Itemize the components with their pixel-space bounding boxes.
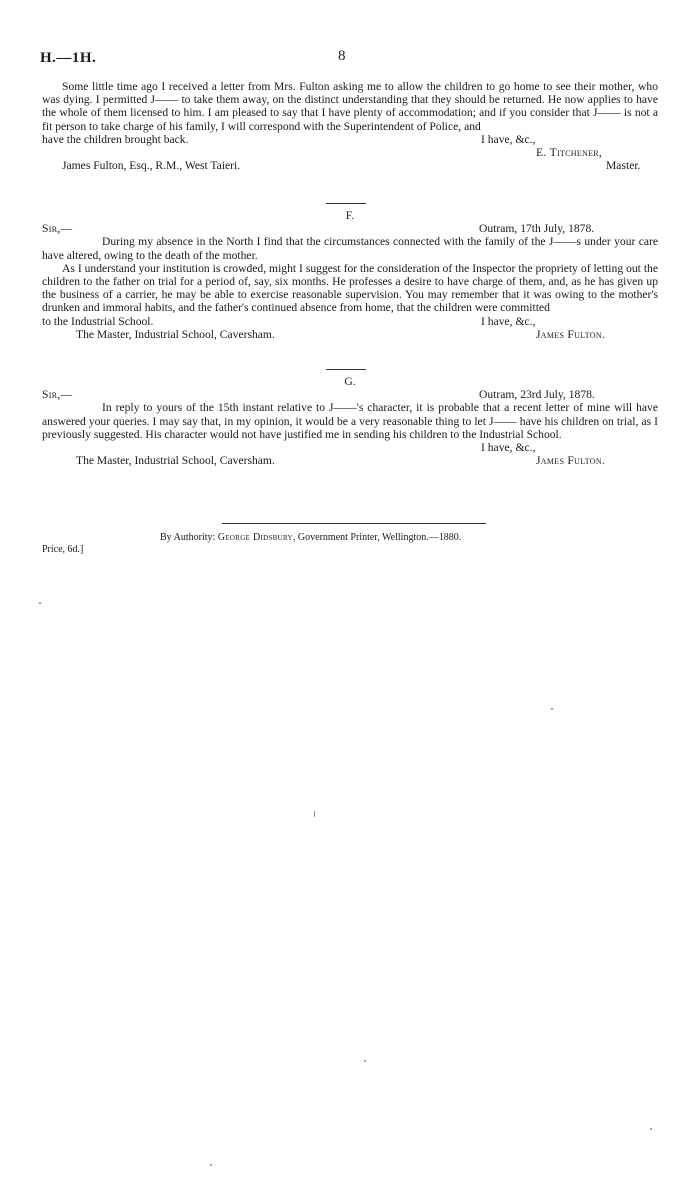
letter-e-last-row bbox=[42, 133, 658, 146]
price-label: Price, 6d.] bbox=[42, 544, 84, 555]
letter-g bbox=[42, 375, 658, 467]
letter-e-paragraph: Some little time ago I received a letter from Mrs. Fulton asking me to allow the children to go home to see their mother, who was dying. I permitted J—— to take them away, on the distinct understanding that they should be returned. He now applies to have the whole of them licensed to him. I am pleased to say that I have plenty of accommodation; and if you consider that J—— is not a fit person to take charge of his family, I will correspond with the Superintendent of Police, and bbox=[42, 80, 658, 133]
letter-g-signature-row bbox=[42, 454, 658, 467]
letter-f-last-line: to the Industrial School. bbox=[42, 314, 154, 328]
letter-e-addressee-row bbox=[42, 159, 658, 172]
imprint-prefix: By Authority: bbox=[160, 532, 216, 543]
letter-f-last-row bbox=[42, 315, 658, 328]
letter-f-heading-row bbox=[42, 209, 658, 222]
scan-speck bbox=[39, 602, 41, 604]
letter-f-closing: I have, &c., bbox=[481, 314, 536, 328]
letter-g-addressee: The Master, Industrial School, Caversham. bbox=[76, 454, 275, 468]
letter-g-salutation-row bbox=[42, 388, 658, 401]
separator-rule-g bbox=[326, 369, 366, 370]
page-number: 8 bbox=[338, 48, 346, 64]
letter-f-salutation-row bbox=[42, 222, 658, 235]
printer-name: George Didsbury bbox=[217, 532, 293, 543]
letter-f-salutation: Sir,— bbox=[42, 222, 73, 236]
letter-e-title: Master. bbox=[606, 159, 641, 173]
letter-g-paragraph-1: In reply to yours of the 15th instant relative to J——'s character, it is probable that a recent letter of mine will have answered your queries. I may say that, in my opinion, it would be a very reasonable thing to let J—— have his children on trial, as I previously suggested. His character would not have justified me in sending his children to the Industrial School. bbox=[42, 401, 658, 441]
letter-g-place-date: Outram, 23rd July, 1878. bbox=[479, 388, 595, 402]
letter-g-signature: James Fulton. bbox=[536, 454, 606, 468]
letter-e bbox=[42, 80, 658, 172]
footer-rule bbox=[222, 523, 486, 524]
letter-e-addressee: James Fulton, Esq., R.M., West Taieri. bbox=[62, 159, 241, 173]
letter-f-paragraph-2: As I understand your institution is crowded, might I suggest for the consideration of the Inspector the propriety of letting out the children to the father on trial for a period of, say, six months. He professes a desire to have charge of them, and, as he has given up the business of a carrier, he may be able to exercise reasonable supervision. You may remember that it was owing to the mother's drunken and immoral habits, and the father's continued absence from home, that the children were committed bbox=[42, 261, 658, 315]
letter-g-closing: I have, &c., bbox=[481, 440, 536, 454]
letter-f-place-date: Outram, 17th July, 1878. bbox=[479, 222, 595, 236]
letter-g-heading-row bbox=[42, 375, 658, 388]
letter-e-signature-row bbox=[42, 146, 658, 159]
scan-speck bbox=[650, 1128, 652, 1130]
letter-f-paragraph-1: During my absence in the North I find that the circumstances connected with the family of the J——s under your care have altered, owing to the death of the mother. bbox=[42, 235, 658, 262]
letter-f-heading: F. bbox=[345, 209, 355, 222]
scan-speck bbox=[210, 1164, 212, 1166]
letter-g-closing-row bbox=[42, 441, 658, 454]
scan-speck bbox=[551, 708, 553, 710]
scan-speck bbox=[314, 811, 315, 817]
letter-f bbox=[42, 209, 658, 341]
letter-g-salutation: Sir,— bbox=[42, 388, 73, 402]
letter-g-heading: G. bbox=[344, 375, 356, 388]
letter-f-addressee: The Master, Industrial School, Caversham. bbox=[76, 327, 275, 341]
separator-rule-f bbox=[326, 203, 366, 204]
letter-f-signature: James Fulton. bbox=[536, 327, 606, 341]
letter-e-signature: E. Titchener, bbox=[536, 146, 603, 159]
imprint-suffix: , Government Printer, Wellington.—1880. bbox=[292, 532, 462, 543]
document-reference: H.—1H. bbox=[40, 50, 97, 66]
letter-e-last-line: have the children brought back. bbox=[42, 132, 189, 146]
printer-imprint bbox=[160, 532, 461, 543]
letter-e-closing: I have, &c., bbox=[481, 132, 536, 146]
scan-speck bbox=[364, 1060, 366, 1062]
letter-f-signature-row bbox=[42, 328, 658, 341]
